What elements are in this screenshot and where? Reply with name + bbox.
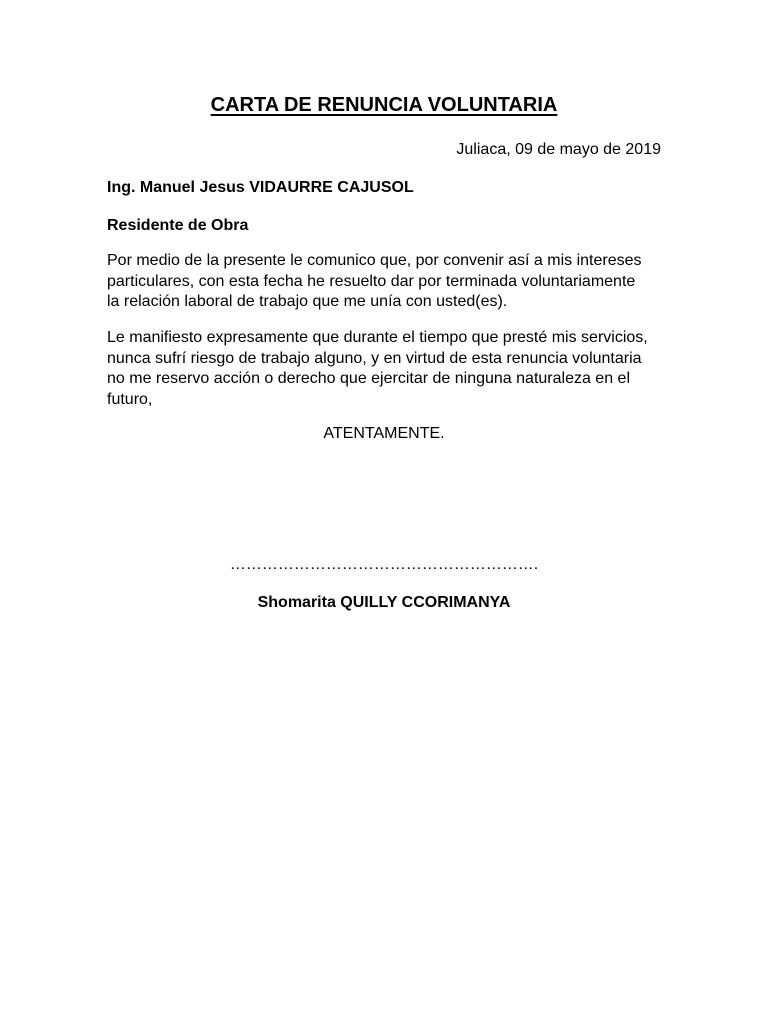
recipient-role: Residente de Obra: [107, 217, 249, 234]
paragraph-line: nunca sufrí riesgo de trabajo alguno, y en virtud de esta renuncia voluntaria: [107, 349, 642, 367]
letter-title: CARTA DE RENUNCIA VOLUNTARIA: [210, 94, 558, 116]
letter-date: Juliaca, 09 de mayo de 2019: [456, 141, 661, 158]
recipient-name: Ing. Manuel Jesus VIDAURRE CAJUSOL: [107, 179, 414, 196]
paragraph-line: Le manifiesto expresamente que durante el tiempo que presté mis servicios,: [107, 329, 648, 346]
paragraph-line: particulares, con esta fecha he resuelto dar por terminada voluntariamente: [107, 272, 636, 290]
signature-line: ………………………………………………….: [229, 556, 539, 573]
closing-text: ATENTAMENTE.: [323, 425, 445, 442]
body-paragraph-1: [107, 251, 667, 313]
paragraph-line: la relación laboral de trabajo que me unía con usted(es).: [107, 293, 508, 310]
paragraph-line: Por medio de la presente le comunico que, por convenir así a mis intereses: [107, 252, 642, 269]
paragraph-line: no me reservo acción o derecho que ejercitar de ninguna naturaleza en el: [107, 370, 630, 387]
paragraph-line: futuro,: [107, 390, 153, 408]
body-paragraph-2: [107, 328, 667, 410]
signer-name: Shomarita QUILLY CCORIMANYA: [257, 594, 511, 611]
